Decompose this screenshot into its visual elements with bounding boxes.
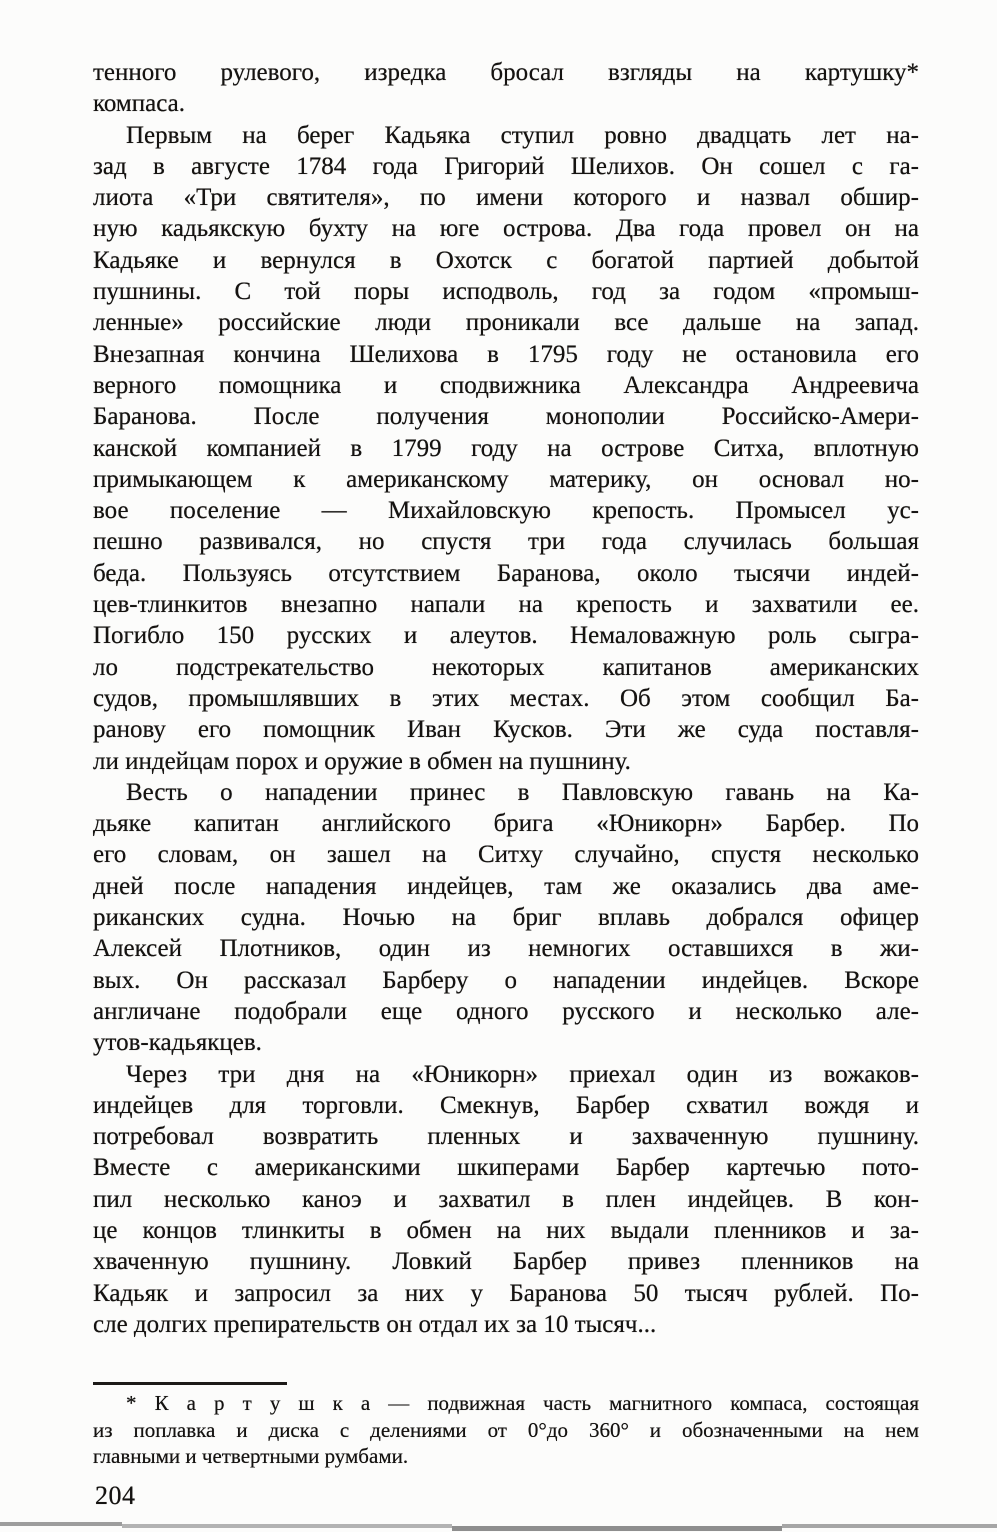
text-line: вое поселение — Михайловскую крепость. Промысел ус- (93, 497, 919, 525)
scan-edge-segment (0, 1522, 122, 1526)
text-line: Кадьяк и запросил за них у Баранова 50 тысяч рублей. По- (93, 1279, 919, 1307)
text-line: пешно развивался, но спустя три года случилась большая (93, 528, 919, 556)
text-line: канской компанией в 1799 году на острове Ситха, вплотную (93, 434, 919, 462)
footnote-separator (93, 1382, 287, 1385)
text-line: * К а р т у ш к а — подвижная часть магнитного компаса, состоящая (126, 1391, 919, 1415)
text-line: главными и четвертными румбами. (93, 1444, 409, 1469)
scan-edge-segment (782, 1524, 997, 1528)
text-line: дьяке капитан английского брига «Юникорн» Барбер. По (93, 810, 919, 838)
text-line: Первым на берег Кадьяка ступил ровно двадцать лет на- (126, 121, 919, 149)
text-line: ленные» российские люди проникали все дальше на запад. (93, 309, 919, 337)
text-line: ную кадьякскую бухту на юге острова. Два года провел он на (93, 215, 919, 243)
body-text (93, 57, 919, 1340)
text-line: Баранова. После получения монополии Российско-Амери- (93, 403, 919, 431)
paragraph (93, 777, 919, 1059)
text-line: Внезапная кончина Шелихова в 1795 году не остановила его (93, 340, 919, 368)
text-line: вых. Он рассказал Барберу о нападении индейцев. Вскоре (93, 966, 919, 994)
text-line: ли индейцам порох и оружие в обмен на пушнину. (93, 747, 631, 775)
text-line: утов-кадьякцев. (93, 1029, 262, 1057)
paragraph (93, 57, 919, 120)
text-line: цев-тлинкитов внезапно напали на крепость и захватили ее. (93, 591, 919, 619)
text-line: судов, промышлявших в этих местах. Об этом сообщил Ба- (93, 684, 919, 712)
text-line: Алексей Плотников, один из немногих оставшихся в жи- (93, 935, 919, 963)
text-line: верного помощника и сподвижника Александра Андреевича (93, 371, 919, 399)
text-line: риканских судна. Ночью на бриг вплавь добрался офицер (93, 904, 919, 932)
text-line: Вместе с американскими шкиперами Барбер картечью пото- (93, 1154, 919, 1182)
text-line: Кадьяке и вернулся в Охотск с богатой партией добытой (93, 246, 919, 274)
text-line: хваченную пушнину. Ловкий Барбер привез пленников на (93, 1248, 919, 1276)
text-line: индейцев для торговли. Смекнув, Барбер схватил вождя и (93, 1091, 919, 1119)
text-line: Погибло 150 русских и алеутов. Немаловажную роль сыгра- (93, 622, 919, 650)
paragraph (93, 1059, 919, 1341)
footnote-paragraph (93, 1390, 919, 1470)
scan-edge-artifact (0, 1520, 997, 1532)
scan-edge-segment (452, 1526, 782, 1531)
text-line: из поплавка и диска с делениями от 0°до 360° и обозначенными на нем (93, 1417, 919, 1442)
text-line: це концов тлинкиты в обмен на них выдали пленников и за- (93, 1216, 919, 1244)
text-line: потребовал возвратить пленных и захваченную пушнину. (93, 1123, 919, 1151)
text-line: англичане подобрали еще одного русского и несколько але- (93, 997, 919, 1025)
text-line: беда. Пользуясь отсутствием Баранова, около тысячи индей- (93, 559, 919, 587)
text-line: ло подстрекательство некоторых капитанов американских (93, 653, 919, 681)
text-line: пушнины. С той поры исподволь, год за годом «промыш- (93, 278, 919, 306)
paragraph (93, 120, 919, 777)
text-line: ранову его помощник Иван Кусков. Эти же суда поставля- (93, 716, 919, 744)
text-line: пил несколько каноэ и захватил в плен индейцев. В кон- (93, 1185, 919, 1213)
text-line: примыкающем к американскому материку, он основал но- (93, 465, 919, 493)
text-line: дней после нападения индейцев, там же оказались два аме- (93, 872, 919, 900)
scan-edge-segment (122, 1524, 452, 1528)
text-line: Через три дня на «Юникорн» приехал один из вожаков- (126, 1060, 919, 1088)
page-number: 204 (95, 1481, 136, 1510)
footnote (93, 1390, 919, 1470)
text-line: компаса. (93, 90, 185, 118)
text-line: лиота «Три святителя», по имени которого и назвал обшир- (93, 184, 919, 212)
text-line: его словам, он зашел на Ситху случайно, спустя несколько (93, 841, 919, 869)
text-line: тенного рулевого, изредка бросал взгляды на картушку* (93, 59, 919, 86)
text-line: Весть о нападении принес в Павловскую гавань на Ка- (126, 778, 919, 806)
text-line: зад в августе 1784 года Григорий Шелихов. Он сошел с га- (93, 152, 919, 180)
text-line: сле долгих препирательств он отдал их за 10 тысяч... (93, 1310, 657, 1338)
